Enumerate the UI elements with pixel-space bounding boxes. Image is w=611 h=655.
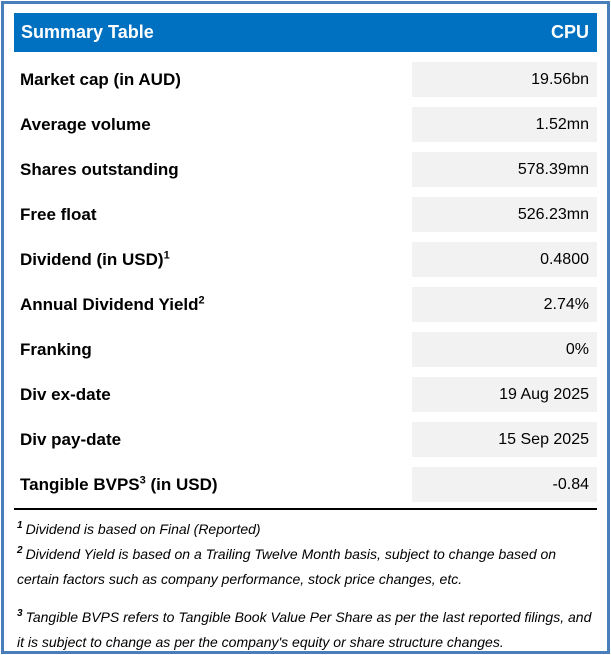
table-header <box>14 13 597 52</box>
row-label: Average volume <box>20 114 151 134</box>
table-row <box>14 462 597 507</box>
row-value: 2.74% <box>412 287 597 322</box>
footnote: $^2$ Dividend Yield is based on a Trailing Twelve Month basis, subject to change based on certain factors such as company performance, stock price changes, etc. <box>17 545 557 587</box>
table-row <box>14 192 597 237</box>
row-label: Tangible BVPS$^3$ (in USD) <box>20 473 218 494</box>
table-row <box>14 327 597 372</box>
row-label: Market cap (in AUD) <box>20 69 181 89</box>
row-value: 1.52mn <box>412 107 597 142</box>
ticker-label: CPU <box>550 22 589 42</box>
row-value: 526.23mn <box>412 197 597 232</box>
footnote: $^1$ Dividend is based on Final (Reported) <box>17 520 261 537</box>
table-row <box>14 417 597 462</box>
table-row <box>14 372 597 417</box>
row-label-superscript: 1 <box>163 248 170 261</box>
row-value: 0% <box>412 332 597 367</box>
row-value: 15 Sep 2025 <box>412 422 597 457</box>
footnote-superscript: 1 <box>17 520 23 532</box>
row-label-superscript: 2 <box>198 293 205 306</box>
row-label: Div pay-date <box>20 429 122 449</box>
row-label: Franking <box>20 339 92 359</box>
row-label: Div ex-date <box>20 384 111 404</box>
table-title: Summary Table <box>21 22 154 42</box>
table-row <box>14 282 597 327</box>
row-label: Shares outstanding <box>20 159 179 179</box>
table-row <box>14 237 597 282</box>
table-row <box>14 147 597 192</box>
footnotes <box>14 510 597 654</box>
row-value: 578.39mn <box>412 152 597 187</box>
row-value: 19 Aug 2025 <box>412 377 597 412</box>
row-value: 0.4800 <box>412 242 597 277</box>
footnote: $^3$ Tangible BVPS refers to Tangible Book Value Per Share as per the last reported filings, and it is subject to change as per the company's equity or share structure changes. <box>17 608 592 650</box>
footnote-superscript: 2 <box>17 545 23 557</box>
table-row <box>14 102 597 147</box>
table-rows <box>14 57 597 507</box>
row-label: Free float <box>20 204 97 224</box>
row-value: 19.56bn <box>412 62 597 97</box>
row-label: Annual Dividend Yield$^2$ <box>20 293 205 314</box>
row-label-superscript: 3 <box>139 473 146 486</box>
row-value: -0.84 <box>412 467 597 502</box>
summary-table-panel <box>1 1 610 654</box>
footnote-superscript: 3 <box>17 608 23 620</box>
table-row <box>14 57 597 102</box>
row-label: Dividend (in USD)$^1$ <box>20 248 170 269</box>
